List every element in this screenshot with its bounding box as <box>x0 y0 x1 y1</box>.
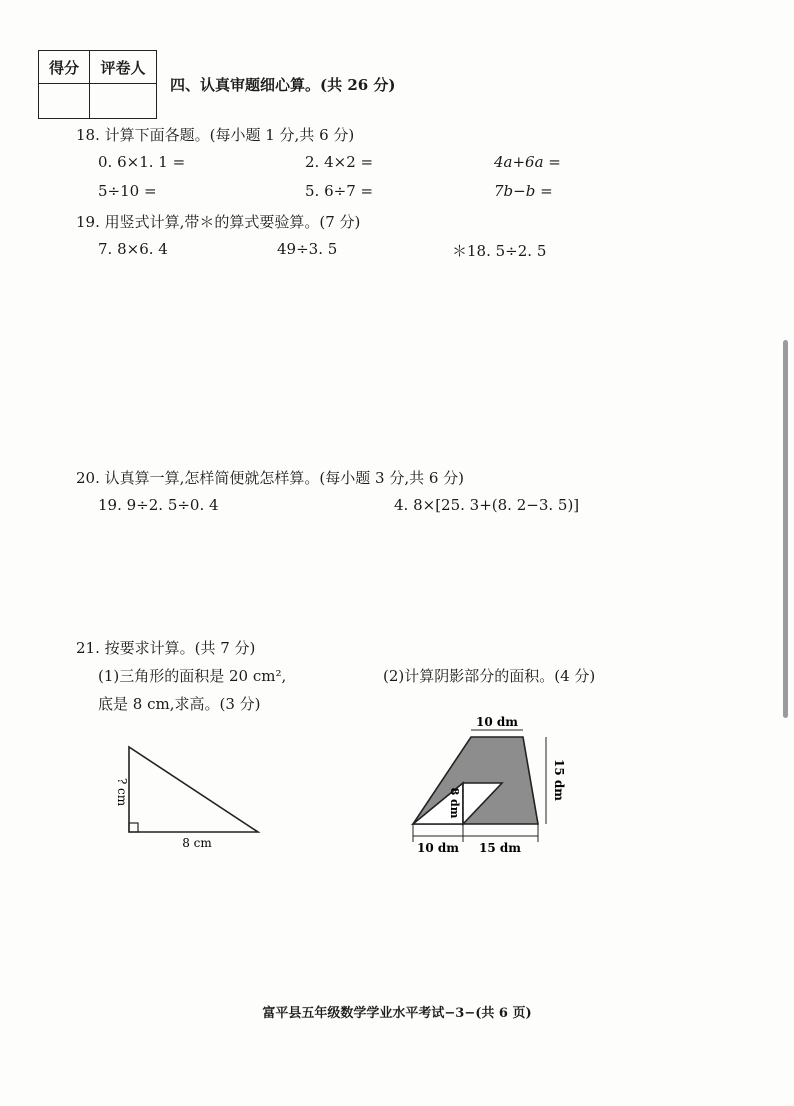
q19-item-2: 49÷3. 5 <box>277 240 338 258</box>
q18-title: 18. 计算下面各题。(每小题 1 分,共 6 分) <box>76 126 355 144</box>
q20-title: 20. 认真算一算,怎样简便就怎样算。(每小题 3 分,共 6 分) <box>76 469 465 487</box>
page-footer: 富平县五年级数学学业水平考试−3−(共 6 页) <box>262 1006 532 1021</box>
inner-height-label: 8 dm <box>448 787 461 819</box>
q21-part1-line1: (1)三角形的面积是 20 cm², <box>98 667 287 685</box>
trapezoid-top-label: 10 dm <box>476 715 518 729</box>
score-table <box>38 50 157 119</box>
trapezoid-figure <box>405 712 590 860</box>
q19-item-3: ＊18. 5÷2. 5 <box>452 242 547 260</box>
q21-part1-line2: 底是 8 cm,求高。(3 分) <box>98 695 261 713</box>
section-title: 四、认真审题细心算。(共 26 分) <box>170 76 396 94</box>
q18-item-3: 4a+6a = <box>494 153 561 171</box>
scrollbar-thumb[interactable] <box>783 340 788 718</box>
q21-title: 21. 按要求计算。(共 7 分) <box>76 639 256 657</box>
q20-item-2: 4. 8×[25. 3+(8. 2−3. 5)] <box>394 496 580 514</box>
right-triangle-figure <box>100 735 280 860</box>
bottom-right-label: 15 dm <box>479 841 521 855</box>
q19-title: 19. 用竖式计算,带＊的算式要验算。(7 分) <box>76 213 361 231</box>
triangle-shape <box>129 747 258 832</box>
q21-part2: (2)计算阴影部分的面积。(4 分) <box>383 667 596 685</box>
grader-header: 评卷人 <box>90 51 157 84</box>
score-header: 得分 <box>39 51 90 84</box>
score-cell <box>39 84 90 119</box>
q18-item-5: 5. 6÷7 = <box>305 182 374 200</box>
q20-item-1: 19. 9÷2. 5÷0. 4 <box>98 496 219 514</box>
q18-item-2: 2. 4×2 = <box>305 153 374 171</box>
triangle-height-label: ? cm <box>115 777 129 807</box>
right-angle-marker <box>129 823 138 832</box>
bottom-left-label: 10 dm <box>417 841 459 855</box>
q18-item-1: 0. 6×1. 1 = <box>98 153 186 171</box>
triangle-base-label: 8 cm <box>182 836 212 850</box>
trapezoid-right-label: 15 dm <box>552 759 566 801</box>
q18-item-4: 5÷10 = <box>98 182 157 200</box>
q18-item-6: 7b−b = <box>494 182 553 200</box>
grader-cell <box>90 84 157 119</box>
q19-item-1: 7. 8×6. 4 <box>98 240 168 258</box>
